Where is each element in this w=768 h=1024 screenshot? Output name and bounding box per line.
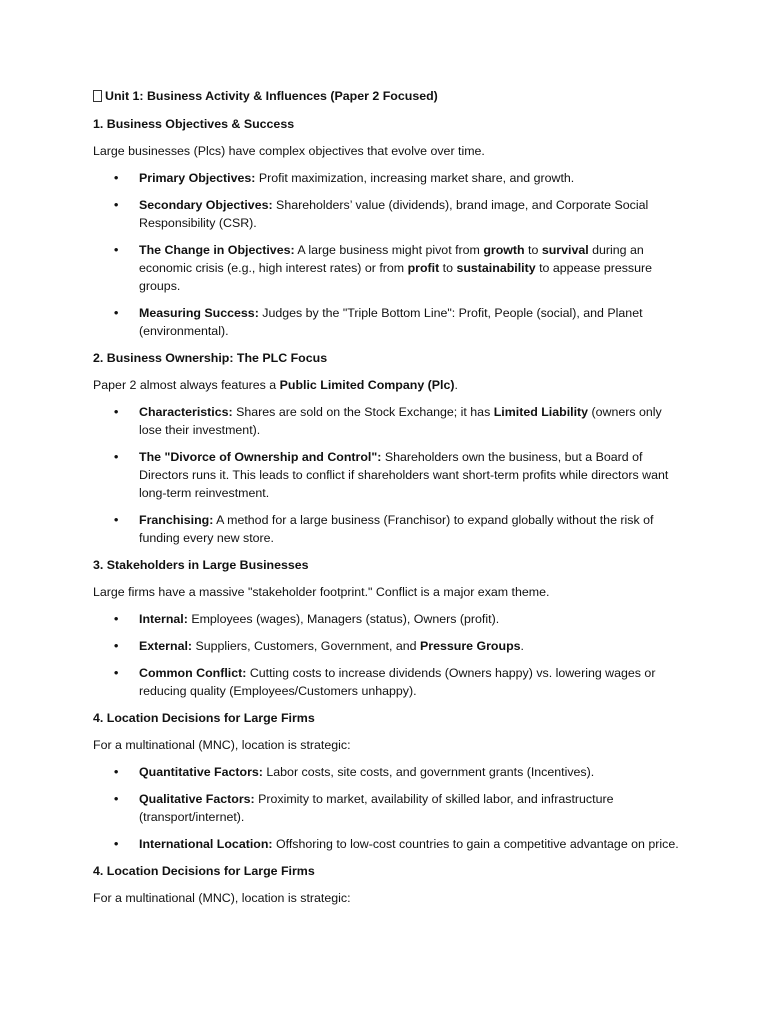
item-text: Suppliers, Customers, Government, and	[192, 639, 420, 653]
list-item	[93, 790, 683, 826]
section-intro: For a multinational (MNC), location is strategic:	[93, 738, 351, 752]
intro-text: Paper 2 almost always features a	[93, 378, 280, 392]
list-item	[93, 448, 683, 502]
list-item	[93, 763, 683, 781]
bullet-icon: •	[114, 666, 119, 680]
section-heading: 1. Business Objectives & Success	[93, 117, 295, 131]
item-text: Offshoring to low-cost countries to gain a competitive advantage on price.	[272, 837, 679, 851]
list-item	[93, 835, 683, 853]
list-item	[93, 196, 683, 232]
item-term: External:	[139, 639, 193, 653]
item-text: to	[524, 243, 542, 257]
item-text: Cutting costs to increase dividends (Owners happy) vs. lowering wages or reducing quality (Employees/Customers unhappy).	[139, 666, 656, 698]
item-emphasis: survival	[541, 243, 589, 257]
list-item	[93, 610, 683, 628]
item-emphasis: Pressure Groups	[419, 639, 521, 653]
bullet-icon: •	[114, 792, 119, 806]
item-text: Shares are sold on the Stock Exchange; it has	[232, 405, 494, 419]
item-emphasis: profit	[407, 261, 440, 275]
item-term: Internal:	[139, 612, 188, 626]
bullet-icon: •	[114, 612, 119, 626]
list-item	[93, 241, 683, 295]
item-text: to	[439, 261, 457, 275]
list-item	[93, 304, 683, 340]
item-emphasis: Limited Liability	[493, 405, 589, 419]
item-text: (owners only lose their investment).	[139, 405, 662, 437]
item-term: Qualitative Factors:	[139, 792, 255, 806]
item-text: Profit maximization, increasing market share, and growth.	[255, 171, 575, 185]
item-term: Primary Objectives:	[139, 171, 256, 185]
bullet-list	[93, 169, 683, 340]
bullet-icon: •	[114, 306, 119, 320]
missing-glyph-icon	[93, 90, 102, 102]
bullet-icon: •	[114, 198, 119, 212]
section-heading: 2. Business Ownership: The PLC Focus	[93, 351, 328, 365]
item-text: A method for a large business (Franchisor) to expand globally without the risk of funding every new store.	[139, 513, 654, 545]
item-term: International Location:	[139, 837, 273, 851]
item-text: .	[520, 639, 524, 653]
item-term: Common Conflict:	[139, 666, 247, 680]
bullet-icon: •	[114, 243, 119, 257]
bullet-icon: •	[114, 513, 119, 527]
item-emphasis: growth	[483, 243, 525, 257]
bullet-icon: •	[114, 405, 119, 419]
unit-title-text: Unit 1: Business Activity & Influences (Paper 2 Focused)	[105, 89, 438, 103]
list-item	[93, 169, 683, 187]
list-item	[93, 637, 683, 655]
item-text: Proximity to market, availability of skilled labor, and infrastructure (transport/internet).	[139, 792, 614, 824]
intro-emphasis: Public Limited Company (Plc)	[279, 378, 455, 392]
unit-title	[93, 87, 683, 105]
bullet-list	[93, 403, 683, 547]
item-term: Secondary Objectives:	[139, 198, 273, 212]
bullet-icon: •	[114, 765, 119, 779]
item-text: to appease pressure groups.	[139, 261, 653, 293]
item-term: The "Divorce of Ownership and Control":	[139, 450, 382, 464]
section-heading: 4. Location Decisions for Large Firms	[93, 864, 315, 878]
item-term: Measuring Success:	[139, 306, 259, 320]
item-text: Shareholders’ value (dividends), brand image, and Corporate Social Responsibility (CSR).	[139, 198, 649, 230]
list-item	[93, 403, 683, 439]
bullet-icon: •	[114, 639, 119, 653]
item-text: during an economic crisis (e.g., high interest rates) or from	[139, 243, 644, 275]
item-text: Employees (wages), Managers (status), Owners (profit).	[187, 612, 500, 626]
list-item	[93, 511, 683, 547]
item-term: Characteristics:	[139, 405, 233, 419]
bullet-list	[93, 763, 683, 853]
item-term: The Change in Objectives:	[139, 243, 295, 257]
section-heading: 4. Location Decisions for Large Firms	[93, 711, 315, 725]
section-intro: Large firms have a massive "stakeholder footprint." Conflict is a major exam theme.	[93, 585, 550, 599]
item-text: Judges by the "Triple Bottom Line": Profit, People (social), and Planet (environmental).	[139, 306, 643, 338]
section-intro	[93, 376, 683, 394]
section-heading: 3. Stakeholders in Large Businesses	[93, 558, 309, 572]
item-term: Franchising:	[139, 513, 214, 527]
item-text: Labor costs, site costs, and government grants (Incentives).	[262, 765, 595, 779]
intro-text: .	[454, 378, 458, 392]
item-text: A large business might pivot from	[294, 243, 484, 257]
bullet-list	[93, 610, 683, 700]
bullet-icon: •	[114, 450, 119, 464]
item-text: Shareholders own the business, but a Board of Directors runs it. This leads to conflict if shareholders want short-term profits while directors want long-term reinvestment.	[139, 450, 669, 500]
document-body	[93, 87, 683, 916]
item-term: Quantitative Factors:	[139, 765, 263, 779]
section-intro: For a multinational (MNC), location is strategic:	[93, 891, 351, 905]
bullet-icon: •	[114, 171, 119, 185]
item-emphasis: sustainability	[456, 261, 536, 275]
section-intro: Large businesses (Plcs) have complex objectives that evolve over time.	[93, 144, 485, 158]
list-item	[93, 664, 683, 700]
bullet-icon: •	[114, 837, 119, 851]
